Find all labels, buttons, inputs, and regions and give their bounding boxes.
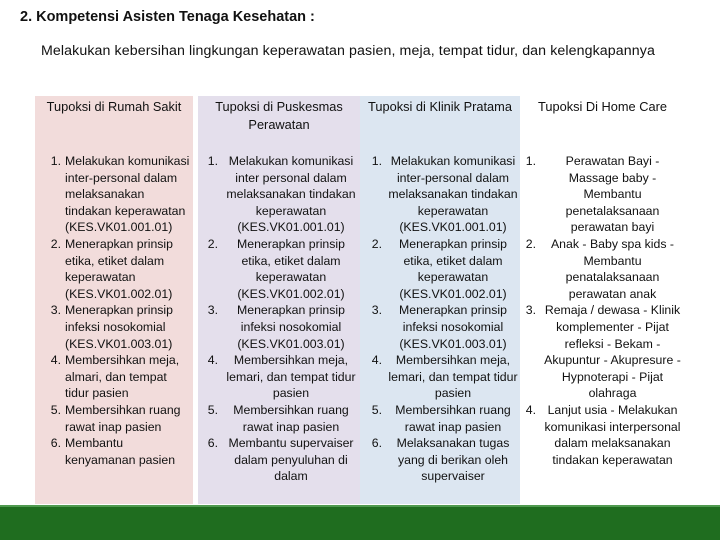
list-item xyxy=(198,435,360,485)
list-item xyxy=(39,402,193,435)
column-klinik-pratama xyxy=(360,96,520,504)
list-item xyxy=(198,402,360,435)
duty-list xyxy=(360,153,520,485)
list-item xyxy=(360,352,520,402)
column-puskesmas xyxy=(198,96,360,504)
item-text: Remaja / dewasa - Klinik komplementer - Pijat refleksi - Bekam - Akupuntur - Akupresure - Hypnoterapi - Pijat olahraga xyxy=(544,303,681,401)
list-item xyxy=(360,435,520,485)
item-number: 5. xyxy=(371,402,382,417)
item-text: Membantu supervaiser dalam penyuluhan di dalam xyxy=(228,436,354,484)
item-text: Melakukan komunikasi inter personal dalam melaksanakan tindakan keperawatan (KES.VK01.001.01) xyxy=(226,154,356,235)
column-rumah-sakit xyxy=(35,96,193,504)
intro-paragraph: Melakukan kebersihan lingkungan keperawatan pasien, meja, tempat tidur, dan kelengkapannya xyxy=(41,43,655,59)
item-number: 6. xyxy=(207,436,218,451)
list-item xyxy=(39,302,193,352)
item-text: Lanjut usia - Melakukan komunikasi interpersonal dalam melaksanakan tindakan keperawatan xyxy=(544,402,681,467)
item-number: 3. xyxy=(207,303,218,318)
section-title-text: Kompetensi Asisten Tenaga Kesehatan : xyxy=(36,9,315,25)
item-number: 6. xyxy=(50,436,61,451)
item-number: 4. xyxy=(207,353,218,368)
list-item xyxy=(39,352,193,402)
item-number: 2. xyxy=(50,236,61,251)
item-text: Melaksanakan tugas yang di berikan oleh supervaiser xyxy=(396,436,510,484)
list-item xyxy=(39,153,193,236)
item-text: Melakukan komunikasi inter-personal dalam melaksanakan tindakan keperawatan (KES.VK01.001.01) xyxy=(388,154,518,235)
column-heading: Tupoksi Di Home Care xyxy=(538,99,667,114)
column-home-care xyxy=(520,96,685,504)
item-text: Menerapkan prinsip infeksi nosokomial (KES.VK01.003.01) xyxy=(398,303,507,351)
column-heading: Tupoksi di Rumah Sakit xyxy=(46,99,182,114)
item-number: 4. xyxy=(525,402,536,417)
section-title xyxy=(20,9,315,25)
section-number: 2. xyxy=(20,9,33,25)
item-text: Menerapkan prinsip etika, etiket dalam keperawatan (KES.VK01.002.01) xyxy=(65,236,174,301)
item-number: 3. xyxy=(525,303,536,318)
list-item xyxy=(39,236,193,302)
column-heading: Tupoksi di Puskesmas Perawatan xyxy=(215,99,343,132)
item-number: 1. xyxy=(525,154,536,168)
item-number: 3. xyxy=(50,303,61,318)
list-item xyxy=(198,352,360,402)
list-item xyxy=(520,302,685,402)
item-text: Membersihkan ruang rawat inap pasien xyxy=(233,402,349,434)
item-number: 4. xyxy=(371,353,382,368)
footer-bar xyxy=(0,507,720,540)
item-text: Membersihkan meja, lemari, dan tempat tidur pasien xyxy=(226,353,356,401)
duty-list xyxy=(35,153,193,468)
item-number: 1. xyxy=(50,154,61,168)
item-number: 2. xyxy=(371,236,382,251)
item-number: 1. xyxy=(371,154,382,168)
item-number: 6. xyxy=(371,436,382,451)
item-text: Anak - Baby spa kids - Membantu penatalaksanaan perawatan anak xyxy=(550,236,675,301)
list-item xyxy=(520,236,685,302)
item-number: 3. xyxy=(371,303,382,318)
list-item xyxy=(360,236,520,302)
item-text: Menerapkan prinsip etika, etiket dalam keperawatan (KES.VK01.002.01) xyxy=(398,236,507,301)
list-item xyxy=(198,153,360,236)
item-text: Menerapkan prinsip infeksi nosokomial (KES.VK01.003.01) xyxy=(236,303,345,351)
list-item xyxy=(198,236,360,302)
list-item xyxy=(520,402,685,468)
item-number: 1. xyxy=(207,154,218,168)
item-number: 2. xyxy=(525,236,536,251)
item-number: 5. xyxy=(207,402,218,417)
item-number: 2. xyxy=(207,236,218,251)
item-text: Membersihkan meja, lemari, dan tempat tidur pasien xyxy=(388,353,518,401)
item-number: 4. xyxy=(50,353,61,368)
list-item xyxy=(520,153,685,236)
list-item xyxy=(198,302,360,352)
item-number: 5. xyxy=(50,402,61,417)
column-heading: Tupoksi di Klinik Pratama xyxy=(368,99,512,114)
item-text: Membersihkan ruang rawat inap pasien xyxy=(395,402,511,434)
item-text: Membersihkan ruang rawat inap pasien xyxy=(65,402,181,434)
item-text: Membersihkan meja, almari, dan tempat tidur pasien xyxy=(65,353,180,401)
list-item xyxy=(39,435,193,468)
duty-list xyxy=(520,153,685,468)
list-item xyxy=(360,302,520,352)
item-text: Melakukan komunikasi inter-personal dalam melaksanakan tindakan keperawatan (KES.VK01.001.01) xyxy=(65,154,190,235)
item-text: Perawatan Bayi - Massage baby - Membantu penetalaksanaan perawatan bayi xyxy=(565,154,660,235)
list-item xyxy=(360,153,520,236)
duty-list xyxy=(198,153,360,485)
item-text: Menerapkan prinsip etika, etiket dalam keperawatan (KES.VK01.002.01) xyxy=(236,236,345,301)
list-item xyxy=(360,402,520,435)
item-text: Membantu kenyamanan pasien xyxy=(65,436,176,467)
item-text: Menerapkan prinsip infeksi nosokomial (KES.VK01.003.01) xyxy=(65,303,174,351)
